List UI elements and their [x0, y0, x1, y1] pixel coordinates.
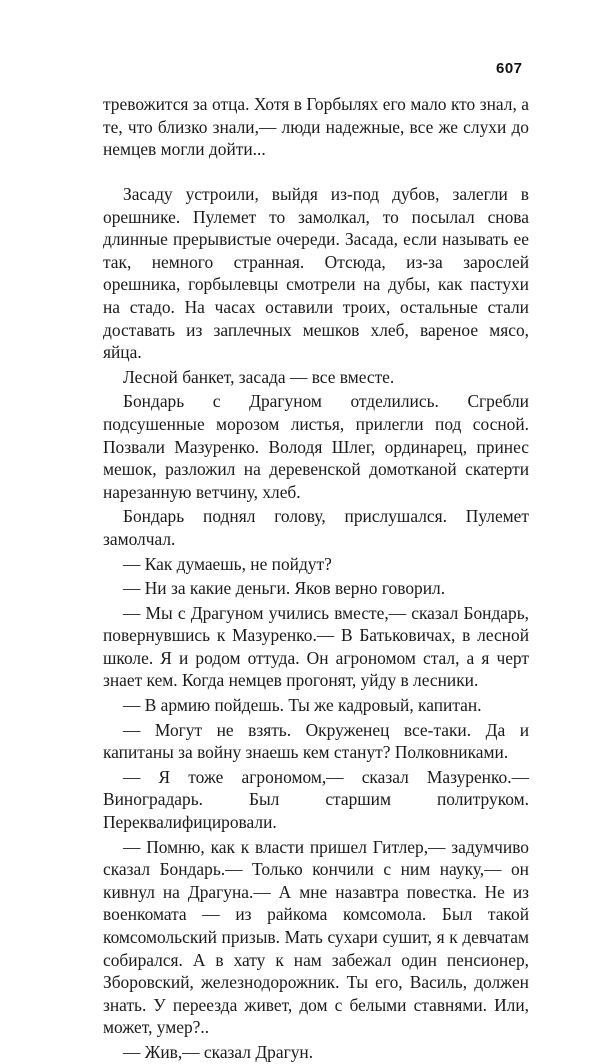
dialogue-line: — Мы с Драгуном учились вместе,— сказал Бондарь, повернувшись к Мазуренко.— В Батьковичах, в лесной школе. Я и родом оттуда. Он агрономом стал, а я черт знает кем. Когда немцев прогонят, уйду в лесники. [103, 602, 529, 691]
paragraph: Бондарь с Драгуном отделились. Сгребли подсушенные морозом листья, прилегли под сосной. Позвали Мазуренко. Володя Шлег, ординарец, принес мешок, разложил на деревенской домотканой скатерти нарезанную ветчину, хлеб. [103, 391, 529, 502]
dialogue-line: — В армию пойдешь. Ты же кадровый, капитан. [123, 695, 482, 716]
dialogue-line: — Как думаешь, не пойдут? [123, 553, 332, 574]
dialogue-line: — Жив,— сказал Драгун. [123, 1041, 314, 1062]
opening-text-block [103, 93, 529, 161]
paragraph: Бондарь поднял голову, прислушался. Пулемет замолчал. [103, 506, 529, 549]
dialogue-line: — Ни за какие деньги. Яков верно говорил. [123, 578, 446, 599]
section-text-block [103, 183, 529, 1064]
paragraph: тревожится за отца. Хотя в Горбылях его мало кто знал, а те, что близко знали,— люди надежные, все же слухи до немцев могли дойти... [103, 94, 529, 160]
dialogue-line: — Я тоже агрономом,— сказал Мазуренко.— Виноградарь. Был старшим политруком. Переквалифицировали. [103, 766, 529, 833]
page-number: 607 [496, 60, 523, 77]
paragraph: Лесной банкет, засада — все вместе. [123, 366, 395, 387]
dialogue-line: — Помню, как к власти пришел Гитлер,— задумчиво сказал Бондарь.— Только кончили с ним науку,— он кивнул на Драгуна.— А мне назавтра повестка. Не из военкомата — из райкома комсомола. Был такой комсомольский призыв. Мать сухари сушит, я к девчатам собирался. А в хату к нам забежал один пенсионер, Зборовский, железнодорожник. Ты его, Василь, должен знать. У переезда живет, дом с белыми ставнями. Или, может, умер?.. [103, 836, 529, 1038]
dialogue-line: — Могут не взять. Окруженец все-таки. Да и капитаны за войну знаешь кем станут? Полковниками. [103, 719, 529, 763]
paragraph: Засаду устроили, выйдя из-под дубов, залегли в орешнике. Пулемет то замолкал, то посылал снова длинные прерывистые очереди. Засада, если называть ее так, немного странная. Отсюда, из-за зарослей орешника, горбылевцы смотрели на дубы, как пастухи на стадо. На часах оставили троих, остальные стали доставать из заплечных мешков хлеб, вареное мясо, яйца. [103, 184, 529, 363]
